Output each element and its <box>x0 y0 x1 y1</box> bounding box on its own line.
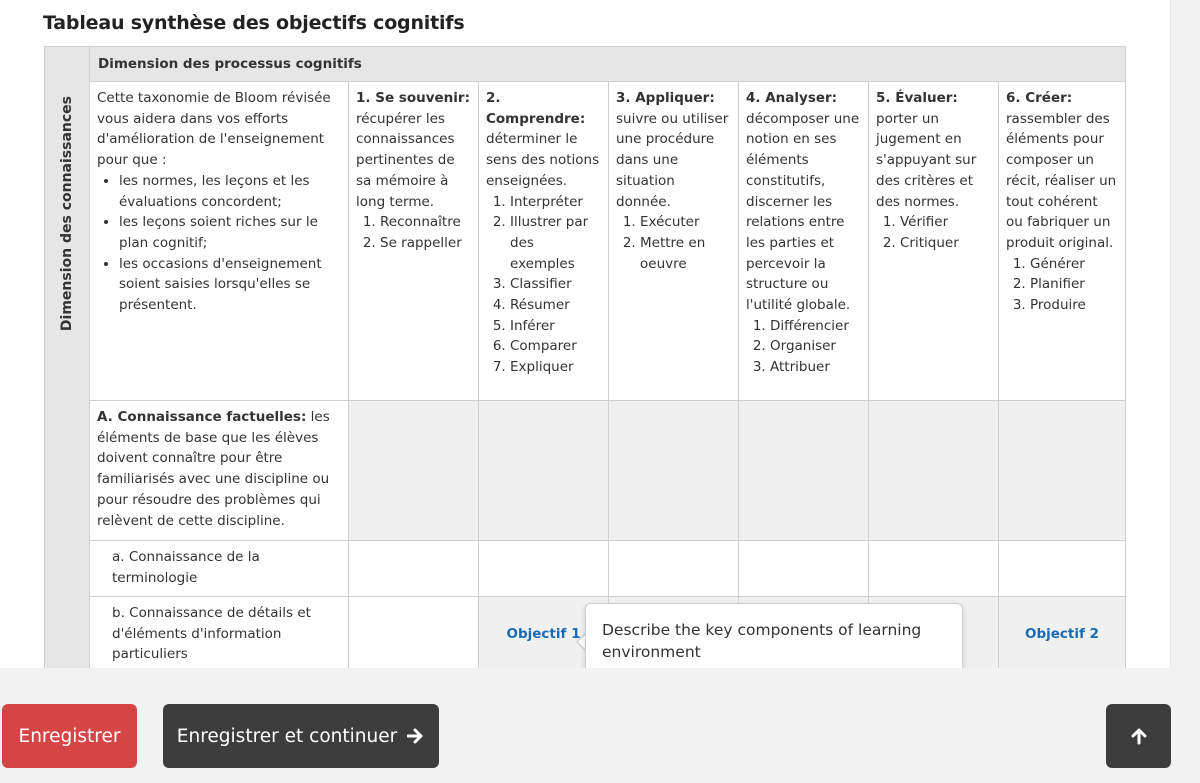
intro-bullet: • les leçons soient riches sur le plan cognitif; <box>119 212 341 253</box>
process-title: 3. Appliquer: <box>616 90 715 106</box>
factual-knowledge-desc: les éléments de base que les élèves doivent connaître pour être familiarisés avec une discipline ou pour résoudre des problèmes qui relèvent de cette discipline. <box>97 409 330 529</box>
process-item: 2. Illustrer par des exemples <box>510 212 601 274</box>
objective-link[interactable]: Objectif 1 <box>506 625 581 642</box>
process-desc: décomposer une notion en ses éléments constitutifs, discerner les relations entre les parties et percevoir la structure ou l'utilité globale. <box>746 110 860 314</box>
objective-tooltip: Describe the key components of learning environment <box>585 603 963 675</box>
process-title: 4. Analyser: <box>746 90 838 106</box>
arrow-right-icon <box>407 728 425 744</box>
process-desc: suivre ou utiliser une procédure dans une situation donnée. <box>616 110 729 210</box>
objective-slot[interactable] <box>479 541 609 597</box>
process-desc: déterminer le sens des notions enseignées. <box>486 131 600 189</box>
process-create <box>999 82 1126 401</box>
process-item: 3. Attribuer <box>770 357 861 378</box>
factual-knowledge-title: A. Connaissance factuelles: <box>97 409 307 425</box>
terminology-knowledge-cell: a. Connaissance de la terminologie <box>90 541 349 597</box>
empty-cell <box>999 401 1126 541</box>
intro-bullet: • les normes, les leçons et les évaluations concordent; <box>119 171 341 212</box>
details-knowledge-cell: b. Connaissance de détails et d'éléments d'information particuliers <box>90 597 349 669</box>
process-item: 2. Mettre en oeuvre <box>640 233 731 274</box>
processes-header: Dimension des processus cognitifs <box>90 47 1126 82</box>
process-item: 2. Se rappeller <box>380 233 471 254</box>
factual-knowledge-cell <box>90 401 349 541</box>
empty-cell <box>869 401 999 541</box>
empty-cell <box>349 401 479 541</box>
process-understand <box>479 82 609 401</box>
process-apply <box>609 82 739 401</box>
objective-slot-create <box>999 597 1126 669</box>
intro-bullet: • les occasions d'enseignement soient saisies lorsqu'elles se présentent. <box>119 254 341 316</box>
process-item: 2. Planifier <box>1030 274 1118 295</box>
process-item: 1. Reconnaître <box>380 212 471 233</box>
empty-cell <box>739 401 869 541</box>
save-continue-label: Enregistrer et continuer <box>176 725 398 747</box>
bloom-taxonomy-table <box>44 46 1126 668</box>
objective-slot[interactable] <box>609 541 739 597</box>
objective-slot[interactable] <box>739 541 869 597</box>
save-and-continue-button[interactable] <box>163 704 439 768</box>
process-item: 2. Organiser <box>770 336 861 357</box>
process-remember <box>349 82 479 401</box>
back-to-top-button[interactable] <box>1106 704 1171 768</box>
process-title: 2. Comprendre: <box>486 90 586 127</box>
process-desc: rassembler des éléments pour composer un récit, réaliser un tout cohérent ou fabriquer un produit original. <box>1006 110 1117 251</box>
arrow-up-icon <box>1131 727 1147 745</box>
objective-slot[interactable] <box>349 541 479 597</box>
process-item: 1. Générer <box>1030 254 1118 275</box>
process-title: 6. Créer: <box>1006 90 1073 106</box>
process-item: 2. Critiquer <box>900 233 991 254</box>
process-item: 5. Inférer <box>510 316 601 337</box>
save-button[interactable] <box>2 704 137 768</box>
process-item: 6. Comparer <box>510 336 601 357</box>
empty-cell <box>479 401 609 541</box>
process-item: 1. Vérifier <box>900 212 991 233</box>
process-desc: récupérer les connaissances pertinentes de sa mémoire à long terme. <box>356 110 455 210</box>
process-evaluate <box>869 82 999 401</box>
intro-text: Cette taxonomie de Bloom révisée vous aidera dans vos efforts d'amélioration de l'enseignement pour que : <box>97 90 331 169</box>
process-item: 7. Expliquer <box>510 357 601 378</box>
objective-slot[interactable] <box>869 541 999 597</box>
knowledge-dimension-label: Dimension des connaissances <box>59 96 75 332</box>
process-item: 4. Résumer <box>510 295 601 316</box>
empty-cell <box>609 401 739 541</box>
objective-slot[interactable] <box>999 541 1126 597</box>
save-button-label: Enregistrer <box>18 725 121 747</box>
knowledge-dimension-header <box>45 47 90 669</box>
page-title: Tableau synthèse des objectifs cognitifs <box>43 12 465 34</box>
objective-slot[interactable] <box>349 597 479 669</box>
process-item: 1. Différencier <box>770 316 861 337</box>
process-title: 1. Se souvenir: <box>356 90 470 106</box>
process-analyze <box>739 82 869 401</box>
process-item: 1. Exécuter <box>640 212 731 233</box>
objective-link[interactable]: Objectif 2 <box>1025 625 1099 642</box>
process-item: 1. Interpréter <box>510 192 601 213</box>
process-item: 3. Classifier <box>510 274 601 295</box>
process-title: 5. Évaluer: <box>876 90 958 106</box>
process-item: 3. Produire <box>1030 295 1118 316</box>
intro-cell <box>90 82 349 401</box>
process-desc: porter un jugement en s'appuyant sur des critères et des normes. <box>876 110 977 210</box>
